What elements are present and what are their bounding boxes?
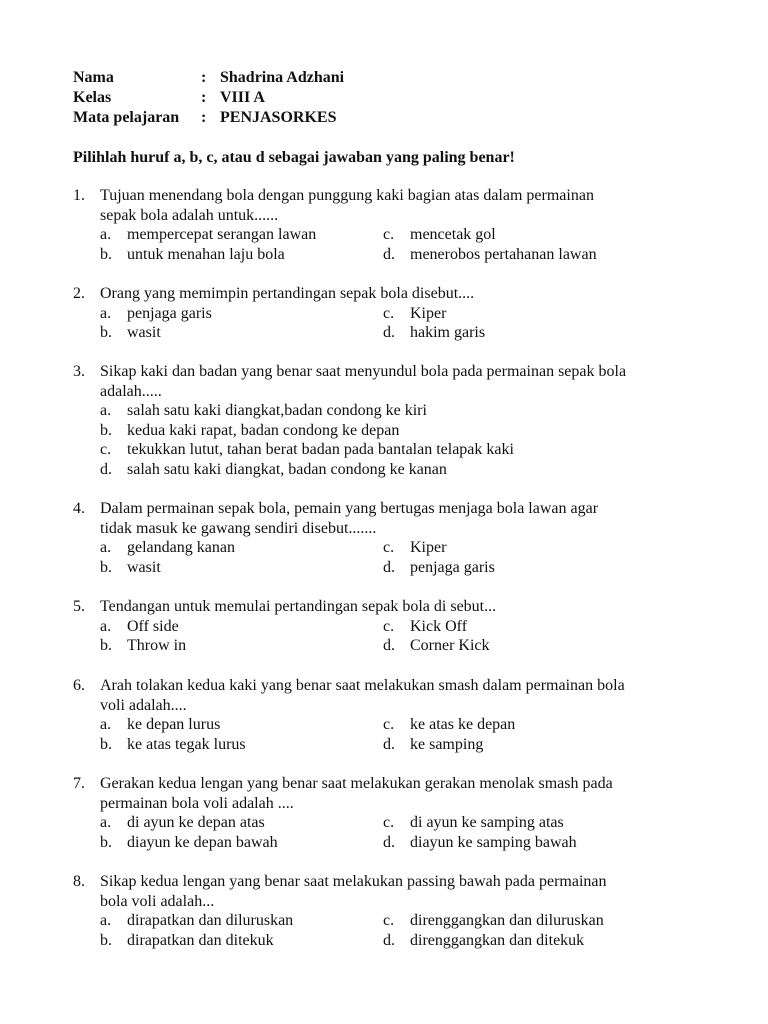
- question-text: sepak bola adalah untuk......: [100, 206, 279, 224]
- option-letter: b.: [100, 324, 112, 341]
- question-7: [73, 774, 694, 852]
- option-d: [383, 735, 666, 755]
- option-letter: d.: [383, 931, 395, 949]
- option-c: [383, 538, 666, 558]
- option-letter: a.: [100, 539, 112, 556]
- class-label: Kelas: [73, 89, 112, 106]
- option-letter: b.: [100, 421, 112, 439]
- option-text: penjaga garis: [127, 304, 212, 322]
- option-text: tekukkan lutut, tahan berat badan pada bantalan telapak kaki: [127, 441, 514, 458]
- option-letter: a.: [100, 814, 112, 831]
- question-number: 8.: [73, 873, 85, 890]
- option-b: [100, 558, 383, 578]
- option-text: wasit: [127, 324, 161, 341]
- option-text: mencetak gol: [410, 226, 496, 243]
- option-text: wasit: [127, 558, 161, 576]
- question-text: adalah.....: [100, 382, 162, 400]
- question-number: 5.: [73, 598, 85, 615]
- option-letter: d.: [383, 324, 395, 341]
- question-5: [73, 597, 694, 656]
- option-d: [383, 558, 666, 578]
- question-text: Orang yang memimpin pertandingan sepak bola disebut....: [100, 285, 475, 302]
- option-letter: c.: [383, 716, 395, 733]
- option-text: mempercepat serangan lawan: [127, 226, 317, 243]
- option-a: [100, 715, 383, 735]
- option-c: [100, 440, 514, 460]
- option-text: salah satu kaki diangkat,badan condong ke kiri: [127, 402, 427, 419]
- option-text: ke depan lurus: [127, 716, 221, 733]
- option-d: [383, 636, 666, 656]
- option-letter: b.: [100, 931, 112, 949]
- question-3: [73, 362, 694, 479]
- option-d: [383, 245, 666, 265]
- question-text: bola voli adalah...: [100, 892, 215, 910]
- option-letter: d.: [383, 637, 395, 654]
- option-c: [383, 813, 666, 833]
- option-a: [100, 401, 427, 421]
- option-b: [100, 735, 383, 755]
- option-a: [100, 304, 383, 324]
- question-text: Gerakan kedua lengan yang benar saat melakukan gerakan menolak smash pada: [100, 775, 613, 792]
- question-number: 7.: [73, 775, 85, 792]
- option-c: [383, 715, 666, 735]
- question-number: 4.: [73, 500, 85, 517]
- option-b: [100, 636, 383, 656]
- option-letter: c.: [100, 441, 112, 458]
- name-label: Nama: [73, 69, 114, 86]
- colon: :: [201, 89, 207, 106]
- option-text: Kick Off: [410, 617, 468, 635]
- option-b: [100, 421, 399, 441]
- question-number: 3.: [73, 363, 85, 380]
- subject-label: Mata pelajaran: [73, 109, 180, 126]
- option-b: [100, 245, 383, 265]
- question-4: [73, 499, 694, 577]
- option-text: menerobos pertahanan lawan: [410, 245, 597, 263]
- option-letter: a.: [100, 226, 112, 243]
- question-8: [73, 872, 694, 950]
- question-text: permainan bola voli adalah ....: [100, 794, 294, 812]
- option-letter: b.: [100, 735, 112, 753]
- option-text: diayun ke samping bawah: [410, 833, 577, 851]
- student-info: [73, 68, 344, 128]
- colon: :: [201, 109, 207, 126]
- option-a: [100, 538, 383, 558]
- option-c: [383, 225, 666, 245]
- option-a: [100, 225, 383, 245]
- option-letter: d.: [383, 558, 395, 576]
- name-value: Shadrina Adzhani: [220, 69, 345, 86]
- question-6: [73, 676, 694, 754]
- option-text: Kiper: [410, 304, 447, 322]
- option-text: dirapatkan dan diluruskan: [127, 912, 294, 929]
- option-b: [100, 323, 383, 343]
- question-text: Tendangan untuk memulai pertandingan sepak bola di sebut...: [100, 598, 497, 615]
- option-d: [100, 460, 447, 480]
- colon: :: [201, 69, 207, 86]
- option-letter: d.: [383, 245, 395, 263]
- option-d: [383, 931, 666, 951]
- option-text: Corner Kick: [410, 637, 490, 654]
- class-row: [73, 88, 344, 108]
- question-text: Arah tolakan kedua kaki yang benar saat melakukan smash dalam permainan bola: [100, 677, 625, 694]
- question-text: Tujuan menendang bola dengan punggung kaki bagian atas dalam permainan: [100, 187, 594, 204]
- question-number: 1.: [73, 187, 85, 204]
- option-letter: a.: [100, 912, 112, 929]
- question-number: 6.: [73, 677, 85, 694]
- question-number: 2.: [73, 285, 85, 302]
- option-b: [100, 833, 383, 853]
- option-text: Kiper: [410, 539, 447, 556]
- option-letter: d.: [383, 833, 395, 851]
- option-text: kedua kaki rapat, badan condong ke depan: [127, 421, 400, 439]
- question-text: Sikap kedua lengan yang benar saat melakukan passing bawah pada permainan: [100, 873, 607, 890]
- option-letter: c.: [383, 226, 395, 243]
- option-letter: b.: [100, 245, 112, 263]
- option-text: diayun ke depan bawah: [127, 833, 278, 851]
- option-c: [383, 617, 666, 637]
- option-letter: c.: [383, 304, 395, 322]
- option-a: [100, 911, 383, 931]
- option-letter: a.: [100, 617, 112, 635]
- option-text: ke atas tegak lurus: [127, 735, 246, 753]
- option-text: salah satu kaki diangkat, badan condong ke kanan: [127, 460, 447, 478]
- name-row: [73, 68, 344, 88]
- option-text: ke atas ke depan: [410, 716, 516, 733]
- option-d: [383, 323, 666, 343]
- option-text: di ayun ke depan atas: [127, 814, 265, 831]
- option-text: Throw in: [127, 637, 187, 654]
- option-letter: a.: [100, 304, 112, 322]
- question-text: Dalam permainan sepak bola, pemain yang bertugas menjaga bola lawan agar: [100, 500, 599, 517]
- option-letter: c.: [383, 912, 395, 929]
- option-text: di ayun ke samping atas: [410, 814, 564, 831]
- option-text: untuk menahan laju bola: [127, 245, 285, 263]
- option-letter: c.: [383, 539, 395, 556]
- option-text: direnggangkan dan diluruskan: [410, 912, 604, 929]
- class-value: VIII A: [220, 89, 265, 106]
- option-c: [383, 304, 666, 324]
- option-letter: b.: [100, 833, 112, 851]
- question-text: tidak masuk ke gawang sendiri disebut.......: [100, 519, 377, 537]
- option-d: [383, 833, 666, 853]
- option-text: hakim garis: [410, 324, 486, 341]
- instruction: Pilihlah huruf a, b, c, atau d sebagai jawaban yang paling benar!: [73, 149, 515, 166]
- option-letter: b.: [100, 637, 112, 654]
- option-letter: c.: [383, 617, 395, 635]
- option-a: [100, 813, 383, 833]
- option-text: dirapatkan dan ditekuk: [127, 931, 274, 949]
- question-text: voli adalah....: [100, 696, 187, 714]
- question-1: [73, 186, 694, 264]
- option-letter: d.: [100, 460, 112, 478]
- question-2: [73, 284, 694, 343]
- question-text: Sikap kaki dan badan yang benar saat menyundul bola pada permainan sepak bola: [100, 363, 627, 380]
- option-text: penjaga garis: [410, 558, 495, 576]
- option-b: [100, 931, 383, 951]
- option-text: gelandang kanan: [127, 539, 235, 556]
- option-text: ke samping: [410, 735, 484, 753]
- option-text: direnggangkan dan ditekuk: [410, 931, 585, 949]
- option-letter: d.: [383, 735, 395, 753]
- option-letter: a.: [100, 716, 112, 733]
- option-c: [383, 911, 666, 931]
- subject-row: [73, 108, 344, 128]
- option-letter: c.: [383, 814, 395, 831]
- subject-value: PENJASORKES: [220, 109, 337, 126]
- option-letter: a.: [100, 402, 112, 419]
- option-letter: b.: [100, 558, 112, 576]
- option-a: [100, 617, 383, 637]
- option-text: Off side: [127, 617, 179, 635]
